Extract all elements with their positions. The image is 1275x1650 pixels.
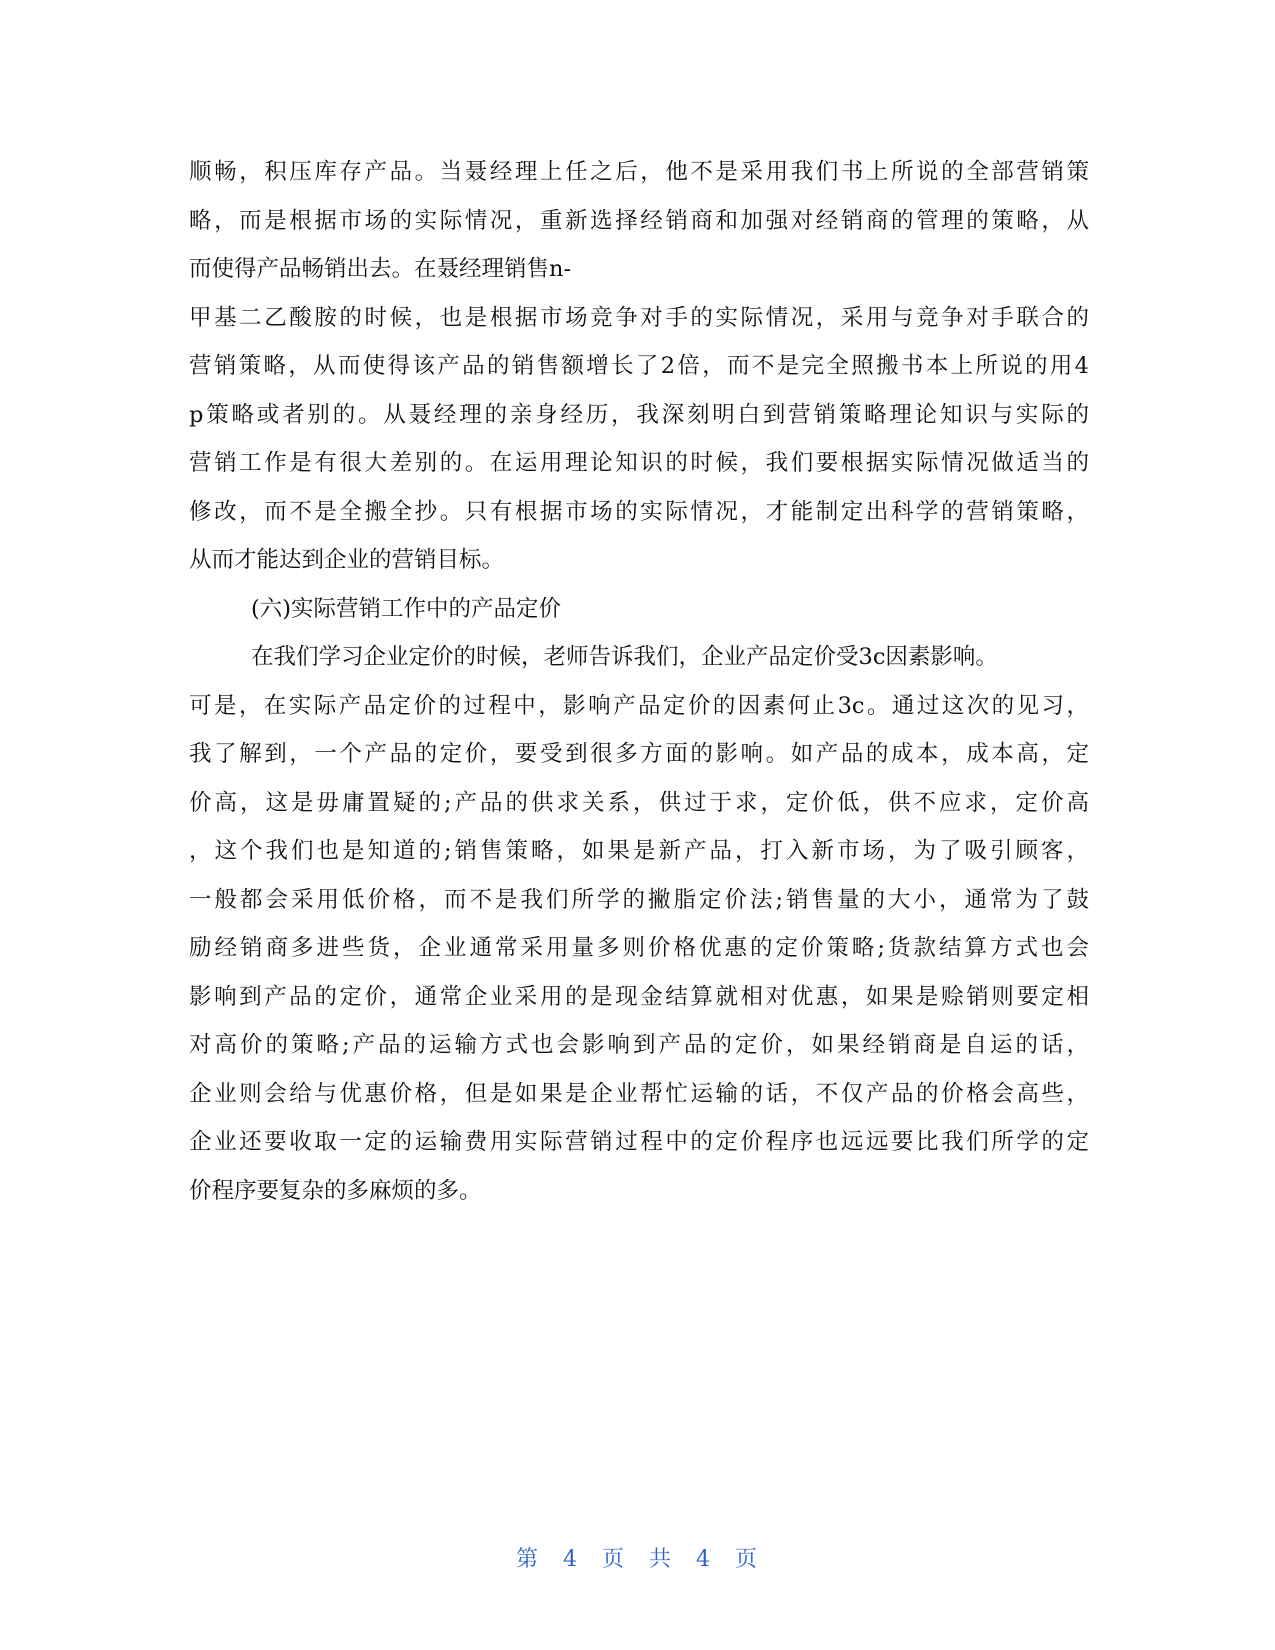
- page-footer: [0, 1542, 1275, 1573]
- text-line: 一般都会采用低价格，而不是我们所学的撇脂定价法;销售量的大小，通常为了鼓: [189, 886, 1089, 913]
- body-text: [189, 148, 1089, 1215]
- text-line: p策略或者别的。从聂经理的亲身经历，我深刻明白到营销策略理论知识与实际的: [189, 401, 1089, 428]
- text-line: 价程序要复杂的多麻烦的多。: [189, 1177, 482, 1204]
- text-line: 甲基二乙酸胺的时候，也是根据市场竞争对手的实际情况，采用与竞争对手联合的: [189, 304, 1089, 331]
- text-line: ，这个我们也是知道的;销售策略，如果是新产品，打入新市场，为了吸引顾客，: [189, 838, 1089, 864]
- footer-total-prefix: 共: [649, 1547, 674, 1572]
- text-line: 企业则会给与优惠价格，但是如果是企业帮忙运输的话，不仅产品的价格会高些，: [189, 1080, 1089, 1107]
- footer-prefix: 第: [515, 1547, 540, 1572]
- text-line: 在我们学习企业定价的时候，老师告诉我们，企业产品定价受3c因素影响。: [251, 644, 998, 670]
- total-page-number: 4: [696, 1547, 713, 1572]
- text-line: 影响到产品的定价，通常企业采用的是现金结算就相对优惠，如果是赊销则要定相: [189, 983, 1089, 1010]
- text-line: 企业还要收取一定的运输费用实际营销过程中的定价程序也远远要比我们所学的定: [189, 1129, 1089, 1155]
- footer-total-label: 页: [735, 1547, 760, 1572]
- text-line: 顺畅，积压库存产品。当聂经理上任之后，他不是采用我们书上所说的全部营销策: [189, 159, 1089, 185]
- text-line: 而使得产品畅销出去。在聂经理销售n-: [189, 256, 572, 282]
- text-line: 对高价的策略;产品的运输方式也会影响到产品的定价，如果经销商是自运的话，: [189, 1032, 1089, 1058]
- text-line: 营销策略，从而使得该产品的销售额增长了2倍，而不是完全照搬书本上所说的用4: [189, 353, 1089, 379]
- text-line: 我了解到，一个产品的定价，要受到很多方面的影响。如产品的成本，成本高，定: [189, 741, 1089, 767]
- text-line: 价高，这是毋庸置疑的;产品的供求关系，供过于求，定价低，供不应求，定价高: [189, 789, 1089, 816]
- text-line: 营销工作是有很大差别的。在运用理论知识的时候，我们要根据实际情况做适当的: [189, 450, 1089, 476]
- section-heading: (六)实际营销工作中的产品定价: [251, 595, 562, 622]
- text-line: 可是，在实际产品定价的过程中，影响产品定价的因素何止3c。通过这次的见习，: [189, 692, 1089, 719]
- text-line: 励经销商多进些货，企业通常采用量多则价格优惠的定价策略;货款结算方式也会: [189, 935, 1089, 961]
- text-line: 略，而是根据市场的实际情况，重新选择经销商和加强对经销商的管理的策略，从: [189, 207, 1089, 234]
- current-page-number: 4: [562, 1547, 579, 1572]
- footer-page-label: 页: [601, 1547, 626, 1572]
- text-line: 修改，而不是全搬全抄。只有根据市场的实际情况，才能制定出科学的营销策略，: [189, 498, 1089, 525]
- text-line: 从而才能达到企业的营销目标。: [189, 547, 505, 573]
